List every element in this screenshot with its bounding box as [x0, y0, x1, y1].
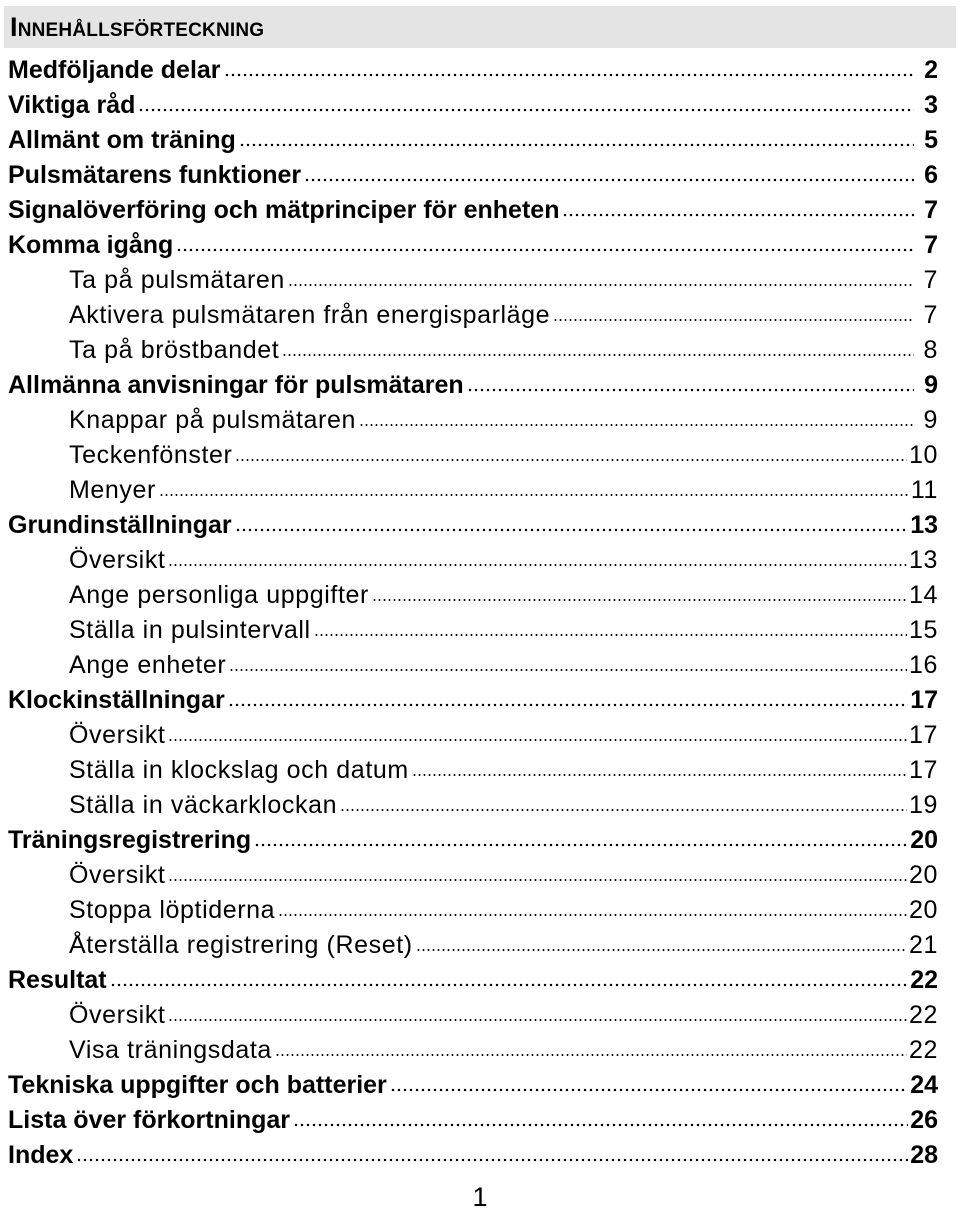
toc-entry-section[interactable] [8, 298, 938, 333]
toc-entry-title: Stoppa löptiderna [69, 896, 276, 924]
toc-entry-page: 9 [924, 371, 938, 399]
toc-entry-title: Ta på bröstbandet [69, 336, 280, 364]
toc-entry-page: 17 [908, 721, 938, 749]
toc-entry-page: 10 [908, 441, 938, 469]
toc-entry-chapter[interactable] [8, 193, 938, 228]
toc-entry-page: 13 [908, 546, 938, 574]
toc-entry-title: Tekniska uppgifter och batterier [8, 1071, 387, 1099]
toc-dot-leader [168, 737, 907, 743]
toc-entry-title: Ställa in pulsintervall [69, 616, 311, 644]
toc-title: Innehållsförteckning [10, 11, 265, 42]
toc-entry-title: Resultat [8, 966, 107, 994]
toc-entry-title: Menyer [69, 476, 156, 504]
toc-entry-section[interactable] [8, 613, 938, 648]
toc-entry-title: Ställa in klockslag och datum [69, 756, 409, 784]
toc-dot-leader [314, 632, 907, 638]
toc-entry-section[interactable] [8, 893, 938, 928]
toc-entry-title: Ställa in väckarklockan [69, 791, 338, 819]
toc-dot-leader [467, 387, 914, 393]
toc-entry-chapter[interactable] [8, 823, 938, 858]
toc-dot-leader [229, 667, 907, 673]
toc-dot-leader [159, 492, 909, 498]
toc-entry-title: Pulsmätarens funktioner [8, 161, 302, 189]
toc-entry-section[interactable] [8, 998, 938, 1033]
page-number: 1 [472, 1182, 488, 1212]
toc-entry-chapter[interactable] [8, 228, 938, 263]
toc-dot-leader [110, 982, 909, 988]
toc-entry-title: Allmänt om träning [8, 126, 236, 154]
toc-entry-chapter[interactable] [8, 368, 938, 403]
toc-entry-chapter[interactable] [8, 508, 938, 543]
toc-list [8, 53, 938, 1173]
toc-entry-title: Lista över förkortningar [8, 1106, 290, 1134]
toc-entry-title: Medföljande delar [8, 56, 221, 84]
toc-dot-leader [340, 807, 907, 813]
toc-entry-page: 20 [910, 826, 938, 854]
toc-entry-page: 17 [908, 756, 938, 784]
toc-entry-title: Aktivera pulsmätaren från energisparläge [69, 301, 551, 329]
toc-entry-chapter[interactable] [8, 1138, 938, 1173]
toc-entry-page: 20 [908, 896, 938, 924]
toc-entry-page: 5 [924, 126, 938, 154]
toc-entry-section[interactable] [8, 403, 938, 438]
toc-entry-title: Klockinställningar [8, 686, 225, 714]
toc-entry-page: 21 [908, 931, 938, 959]
toc-entry-page: 22 [908, 1036, 938, 1064]
toc-dot-leader [282, 352, 914, 358]
toc-dot-leader [176, 247, 914, 253]
toc-entry-title: Återställa registrering (Reset) [69, 931, 413, 959]
toc-dot-leader [288, 282, 914, 288]
toc-entry-page: 7 [923, 266, 938, 294]
toc-dot-leader [275, 1052, 907, 1058]
toc-entry-page: 28 [910, 1141, 938, 1169]
toc-dot-leader [235, 527, 909, 533]
toc-dot-leader [553, 317, 914, 323]
toc-entry-chapter[interactable] [8, 683, 938, 718]
toc-entry-page: 22 [910, 966, 938, 994]
toc-entry-chapter[interactable] [8, 1103, 938, 1138]
toc-entry-page: 7 [924, 231, 938, 259]
toc-entry-title: Träningsregistrering [8, 826, 252, 854]
toc-dot-leader [412, 772, 907, 778]
toc-entry-section[interactable] [8, 718, 938, 753]
toc-entry-section[interactable] [8, 263, 938, 298]
toc-entry-section[interactable] [8, 578, 938, 613]
toc-entry-title: Grundinställningar [8, 511, 232, 539]
toc-entry-title: Visa träningsdata [69, 1036, 272, 1064]
toc-dot-leader [293, 1122, 908, 1128]
toc-entry-page: 26 [910, 1106, 938, 1134]
toc-entry-section[interactable] [8, 543, 938, 578]
toc-entry-title: Teckenfönster [69, 441, 233, 469]
toc-entry-page: 7 [923, 301, 938, 329]
toc-dot-leader [372, 597, 907, 603]
toc-entry-title: Signalöverföring och mätprinciper för enheten [8, 196, 560, 224]
toc-entry-page: 6 [924, 161, 938, 189]
toc-entry-page: 7 [924, 196, 938, 224]
toc-entry-chapter[interactable] [8, 1068, 938, 1103]
toc-entry-title: Ange enheter [69, 651, 227, 679]
toc-entry-section[interactable] [8, 648, 938, 683]
toc-dot-leader [416, 947, 907, 953]
toc-dot-leader [224, 72, 914, 78]
toc-entry-section[interactable] [8, 788, 938, 823]
toc-entry-page: 14 [908, 581, 938, 609]
toc-entry-page: 17 [910, 686, 938, 714]
toc-entry-page: 24 [910, 1071, 938, 1099]
toc-entry-page: 9 [923, 406, 938, 434]
toc-dot-leader [278, 912, 907, 918]
toc-entry-title: Komma igång [8, 231, 174, 259]
toc-dot-leader [168, 877, 907, 883]
toc-entry-title: Översikt [69, 721, 166, 749]
toc-entry-section[interactable] [8, 1033, 938, 1068]
toc-entry-page: 16 [908, 651, 938, 679]
toc-entry-section[interactable] [8, 438, 938, 473]
toc-entry-page: 11 [910, 476, 938, 504]
toc-dot-leader [76, 1157, 908, 1163]
toc-dot-leader [168, 562, 907, 568]
toc-entry-page: 15 [908, 616, 938, 644]
toc-entry-chapter[interactable] [8, 158, 938, 193]
toc-entry-title: Ta på pulsmätaren [69, 266, 285, 294]
toc-entry-title: Index [8, 1141, 74, 1169]
toc-dot-leader [359, 422, 914, 428]
toc-entry-section[interactable] [8, 333, 938, 368]
toc-entry-title: Översikt [69, 1001, 166, 1029]
toc-entry-page: 20 [908, 861, 938, 889]
toc-entry-page: 22 [908, 1001, 938, 1029]
toc-dot-leader [235, 457, 907, 463]
toc-entry-title: Översikt [69, 546, 166, 574]
toc-entry-page: 13 [910, 511, 938, 539]
toc-dot-leader [168, 1017, 907, 1023]
toc-dot-leader [254, 842, 908, 848]
toc-dot-leader [304, 177, 914, 183]
toc-entry-title: Knappar på pulsmätaren [69, 406, 356, 434]
toc-entry-page: 2 [924, 56, 938, 84]
toc-entry-section[interactable] [8, 473, 938, 508]
toc-entry-section[interactable] [8, 753, 938, 788]
toc-entry-title: Ange personliga uppgifter [69, 581, 369, 609]
toc-header [4, 6, 956, 48]
toc-entry-title: Viktiga råd [8, 91, 136, 119]
toc-entry-page: 8 [923, 336, 938, 364]
toc-dot-leader [239, 142, 914, 148]
toc-entry-title: Översikt [69, 861, 166, 889]
toc-entry-page: 19 [908, 791, 938, 819]
toc-entry-chapter[interactable] [8, 88, 938, 123]
toc-dot-leader [562, 212, 914, 218]
toc-entry-section[interactable] [8, 928, 938, 963]
toc-entry-section[interactable] [8, 858, 938, 893]
toc-dot-leader [138, 107, 914, 113]
toc-entry-chapter[interactable] [8, 53, 938, 88]
toc-entry-page: 3 [924, 91, 938, 119]
toc-dot-leader [228, 702, 908, 708]
toc-dot-leader [390, 1087, 908, 1093]
toc-entry-chapter[interactable] [8, 123, 938, 158]
toc-entry-chapter[interactable] [8, 963, 938, 998]
toc-entry-title: Allmänna anvisningar för pulsmätaren [8, 371, 464, 399]
